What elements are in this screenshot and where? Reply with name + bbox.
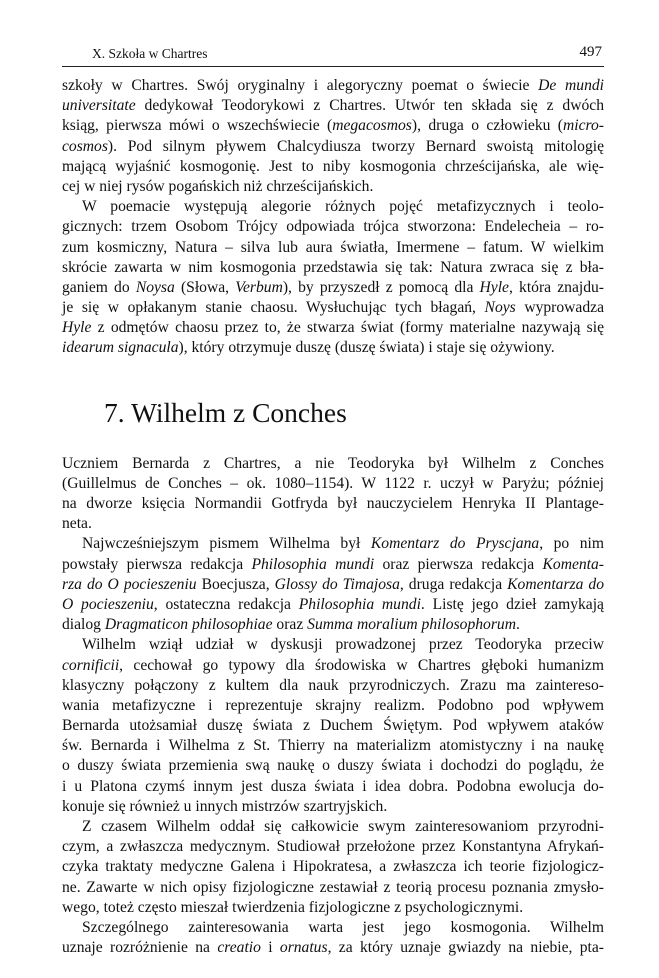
text-line xyxy=(62,615,604,635)
paragraph xyxy=(62,76,604,197)
body-text: ), druga o człowieku ( xyxy=(411,117,563,135)
text-line xyxy=(62,258,604,278)
body-text: wego, toteż często mieszał twierdzenia fizjologiczne z psychologicznymi. xyxy=(62,898,524,916)
body-text: ksiąg, pierwsza mówi o wszechświecie ( xyxy=(62,117,333,135)
body-text: szkoły w Chartres. Swój oryginalny i alegoryczny poemat o świecie xyxy=(62,77,539,94)
text-line xyxy=(62,116,604,136)
body-text: ), by przyszedł z pomocą dla xyxy=(282,278,480,296)
body-text: ), który otrzymuje duszę (duszę świata) i staje się ożywiony. xyxy=(178,339,555,357)
running-header xyxy=(62,40,604,67)
italic-title-text: Philosophia mundi xyxy=(298,595,421,613)
body-text: Wilhelm wziął udział w dyskusji prowadzonej przez Teodoryka przeciw xyxy=(82,636,604,654)
text-line xyxy=(62,756,604,776)
body-text: . Listę jego dzieł zamykają xyxy=(420,595,604,613)
italic-title-text: Komenta- xyxy=(542,555,604,573)
body-text: oraz pierwsza redakcja xyxy=(374,555,543,573)
text-line xyxy=(62,656,604,676)
body-text: ne. Zawarte w nich opisy fizjologiczne zestawiał z teorią procesu poznania zmysło- xyxy=(62,878,604,896)
page-number: 497 xyxy=(579,44,602,60)
text-line xyxy=(62,837,604,857)
text-line xyxy=(62,575,604,595)
body-text: gicznych: trzem Osobom Trójcy odpowiada trójca stworzona: Endelecheia – ro- xyxy=(62,218,604,236)
body-text: i xyxy=(260,939,280,957)
text-line xyxy=(62,918,604,938)
text-line xyxy=(62,217,604,237)
italic-title-text: megacosmos xyxy=(332,117,412,135)
body-text: zum kosmiczny, Natura – silva lub aura światła, Imermene – fatum. W wielkim xyxy=(62,238,604,256)
text-line xyxy=(62,338,604,358)
body-text: wyprowadza xyxy=(515,299,604,317)
section-heading: 7. Wilhelm z Conches xyxy=(104,396,347,428)
body-text: W poemacie występują alegorie różnych pojęć metafizycznych i teolo- xyxy=(82,198,604,216)
italic-title-text: Hyle xyxy=(479,278,509,296)
body-text: , cechował go typowy dla środowiska w Chartres głęboki humanizm xyxy=(119,656,604,674)
body-text: oraz xyxy=(272,616,308,634)
body-text: mającą wyjaśnić kosmogonię. Jest to niby kosmogonia chrześcijańska, ale wię- xyxy=(62,157,604,175)
italic-title-text: Hyle xyxy=(62,319,92,337)
body-text: klasyczny połączony z kultem dla nauk przyrodniczych. Zrazu ma zaintereso- xyxy=(62,676,604,694)
italic-title-text: Noys xyxy=(484,299,516,317)
running-head-section: X. Szkoła w Chartres xyxy=(92,46,208,61)
body-text: Najwcześniejszym pismem Wilhelma był xyxy=(82,535,371,553)
body-text: św. Bernarda i Wilhelma z St. Thierry na materializm atomistyczny i na naukę xyxy=(62,737,604,755)
text-line xyxy=(62,96,604,116)
italic-title-text: universitate xyxy=(62,97,136,115)
body-text: uznaje rozróżnienie na xyxy=(62,939,218,957)
body-text: i u Platona czymś innym jest dusza świata i idea dobra. Podobna ewolucja do- xyxy=(62,777,604,795)
body-text: Uczniem Bernarda z Chartres, a nie Teodoryka był Wilhelm z Conches xyxy=(62,454,604,472)
text-line xyxy=(62,197,604,217)
text-line xyxy=(62,238,604,258)
body-text: neta. xyxy=(62,515,92,533)
italic-title-text: ornatus xyxy=(279,939,328,957)
text-line xyxy=(62,494,604,514)
italic-title-text: O pocieszeniu xyxy=(62,595,154,613)
body-text: skrócie zawarta w nim kosmogonia przedstawia się tak: Natura zwraca się z bła- xyxy=(62,258,604,276)
italic-title-text: Summa moralium philosophorum xyxy=(307,616,516,634)
italic-title-text: rza do O pocieszeniu xyxy=(62,575,197,593)
italic-title-text: Noysa xyxy=(135,278,175,296)
body-text: cej w niej rysów pogańskich niż chrześcijańskich. xyxy=(62,177,374,195)
body-text: je się w opłakanym stanie chaosu. Wysłuchując tych błagań, xyxy=(62,299,485,317)
body-text: Z czasem Wilhelm oddał się całkowicie swym zainteresowaniom przyrodni- xyxy=(82,818,604,835)
body-text: , która znajdu- xyxy=(508,278,604,296)
text-line xyxy=(62,534,604,554)
text-line xyxy=(62,595,604,615)
body-text: , druga redakcja xyxy=(399,575,508,593)
paragraph xyxy=(62,534,604,635)
body-text: (Guillelmus de Conches – ok. 1080–1154). W 1122 r. uczył w Paryżu; później xyxy=(62,474,604,492)
italic-title-text: idearum signacula xyxy=(62,339,179,357)
body-text: czyka traktaty medyczne Galena i Hipokratesa, a zwłaszcza ich teorie fizjologicz- xyxy=(62,858,604,876)
body-text: o duszy świata przemienia swą naukę o duszy świata i dochodzi do poglądu, że xyxy=(62,757,604,775)
text-line xyxy=(62,797,604,817)
text-block-after-heading xyxy=(62,454,604,959)
italic-title-text: Glossy do Timajosa xyxy=(274,575,400,593)
text-line xyxy=(62,878,604,898)
text-line xyxy=(62,514,604,534)
body-text: ganiem do xyxy=(62,278,136,296)
text-line xyxy=(62,157,604,177)
body-text: dedykował Teodorykowi z Chartres. Utwór ten składa się z dwóch xyxy=(135,97,604,115)
text-line xyxy=(62,696,604,716)
paragraph xyxy=(62,197,604,359)
italic-title-text: cornificii xyxy=(62,656,120,674)
body-text: wania metafizyczne i reprezentuje skrajny realizm. Podobno pod wpływem xyxy=(62,696,604,714)
text-line xyxy=(62,676,604,696)
text-line xyxy=(62,898,604,918)
body-text: dialog xyxy=(62,616,105,634)
body-text: (Słowa, xyxy=(174,278,236,296)
italic-title-text: De mundi xyxy=(538,77,604,94)
text-line xyxy=(62,474,604,494)
body-text: . xyxy=(515,616,520,634)
text-line xyxy=(62,298,604,318)
italic-title-text: Philosophia mundi xyxy=(251,555,375,573)
text-line xyxy=(62,137,604,157)
italic-title-text: Komentarza do xyxy=(507,575,605,593)
text-line xyxy=(62,318,604,338)
body-text: na dworze księcia Normandii Gotfryda był nauczycielem Henryka II Plantage- xyxy=(62,495,604,512)
body-text: , po nim xyxy=(539,535,604,553)
body-text: powstały pierwsza redakcja xyxy=(62,555,252,573)
text-line xyxy=(62,938,604,958)
text-line xyxy=(62,177,604,197)
italic-title-text: Verbum xyxy=(235,278,283,296)
text-line xyxy=(62,777,604,797)
italic-title-text: Dragmaticon philosophiae xyxy=(104,616,273,634)
text-block-before-heading xyxy=(62,76,604,359)
italic-title-text: cosmos xyxy=(62,137,108,155)
paragraph xyxy=(62,454,604,535)
body-text: , ostateczna redakcja xyxy=(153,595,299,613)
text-line xyxy=(62,76,604,96)
text-line xyxy=(62,278,604,298)
body-text: , za który uznaje gwiazdy na niebie, pta- xyxy=(327,939,604,957)
italic-title-text: micro- xyxy=(563,117,604,135)
body-text: z odmętów chaosu przez to, że stwarza świat (formy materialne nazywają się xyxy=(91,319,604,337)
text-line xyxy=(62,454,604,474)
italic-title-text: creatio xyxy=(217,939,261,957)
body-text: Bernarda utożsamiał duszę świata z Duchem Świętym. Pod wpływem ataków xyxy=(62,717,604,735)
body-text: konuje się również u innych mistrzów szartryjskich. xyxy=(62,797,388,815)
italic-title-text: Komentarz do Pryscjana xyxy=(370,535,540,553)
text-line xyxy=(62,716,604,736)
body-text: ). Pod silnym pływem Chalcydiusza tworzy Bernard swoistą mitologię xyxy=(107,137,604,155)
text-line xyxy=(62,857,604,877)
text-line xyxy=(62,736,604,756)
paragraph xyxy=(62,918,604,958)
text-line xyxy=(62,555,604,575)
body-text: Szczególnego zainteresowania warta jest jego kosmogonia. Wilhelm xyxy=(82,918,604,936)
body-text: czym, a zwłaszcza medycznym. Studiował przełożone przez Konstantyna Afrykań- xyxy=(62,838,604,856)
text-line xyxy=(62,635,604,655)
paragraph xyxy=(62,817,604,918)
text-line xyxy=(62,817,604,837)
paragraph xyxy=(62,635,604,817)
page-body xyxy=(62,76,604,958)
body-text: Boecjusza, xyxy=(196,575,275,593)
